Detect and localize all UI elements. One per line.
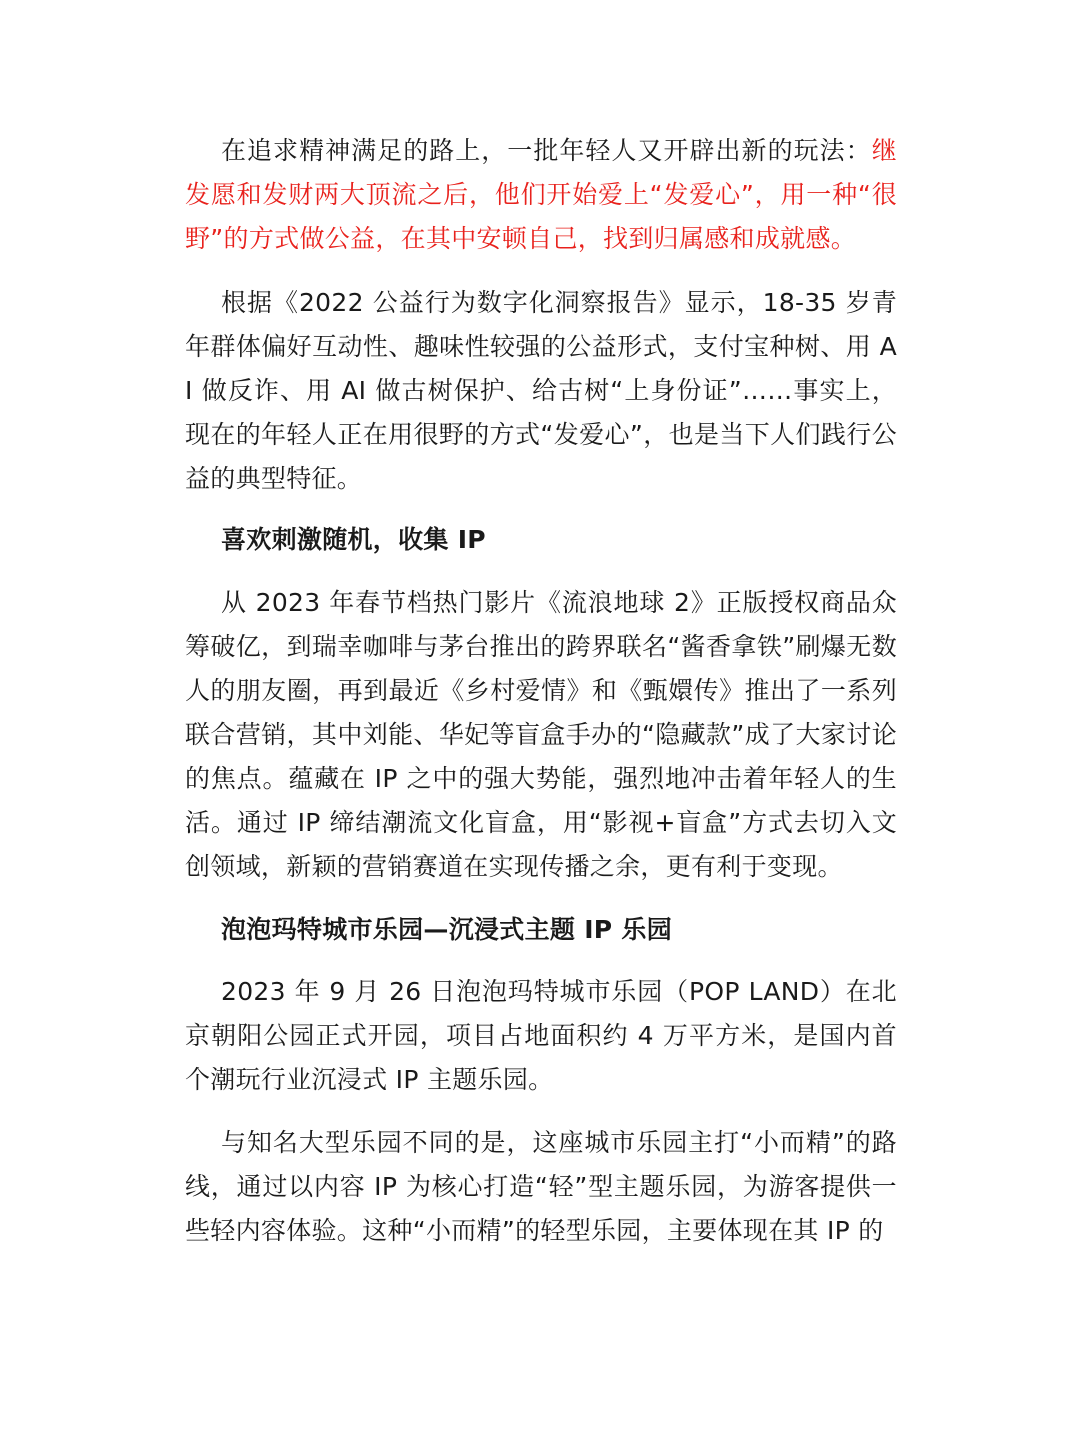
paragraph-popland-opening: 2023 年 9 月 26 日泡泡玛特城市乐园（POP LAND）在北京朝阳公园正式开园，项目占地面积约 4 万平方米，是国内首个潮玩行业沉浸式 IP 主题乐园。 [185, 977, 897, 1094]
paragraph-intro-text: 在追求精神满足的路上，一批年轻人又开辟出新的玩法： [221, 136, 872, 165]
section-heading-popland: 泡泡玛特城市乐园—沉浸式主题 IP 乐园 [221, 915, 673, 944]
paragraph-report: 根据《2022 公益行为数字化洞察报告》显示，18-35 岁青年群体偏好互动性、趣味性较强的公益形式，支付宝种树、用 AI 做反诈、用 AI 做古树保护、给古树“上身份证”……事实上，现在的年轻人正在用很野的方式“发爱心”，也是当下人们践行公益的典型特征。 [185, 288, 897, 493]
paragraph-popland-concept: 与知名大型乐园不同的是，这座城市乐园主打“小而精”的路线，通过以内容 IP 为核心打造“轻”型主题乐园，为游客提供一些轻内容体验。这种“小而精”的轻型乐园，主要体现在其 IP 的 [185, 1128, 897, 1245]
highlighted-text: 继发愿和发财两大顶流之后，他们开始爱上“发爱心”，用一种“很野”的方式做公益，在其中安顿自己，找到归属感和成就感。 [185, 136, 897, 253]
paragraph-ip-marketing: 从 2023 年春节档热门影片《流浪地球 2》正版授权商品众筹破亿，到瑞幸咖啡与茅台推出的跨界联名“酱香拿铁”刷爆无数人的朋友圈，再到最近《乡村爱情》和《甄嬛传》推出了一系列联合营销，其中刘能、华妃等盲盒手办的“隐藏款”成了大家讨论的焦点。蕴藏在 IP 之中的强大势能，强烈地冲击着年轻人的生活。通过 IP 缔结潮流文化盲盒，用“影视+盲盒”方式去切入文创领域，新颖的营销赛道在实现传播之余，更有利于变现。 [185, 588, 897, 881]
paragraph-intro [185, 129, 897, 261]
section-heading-ip-collection: 喜欢刺激随机，收集 IP [221, 525, 486, 554]
